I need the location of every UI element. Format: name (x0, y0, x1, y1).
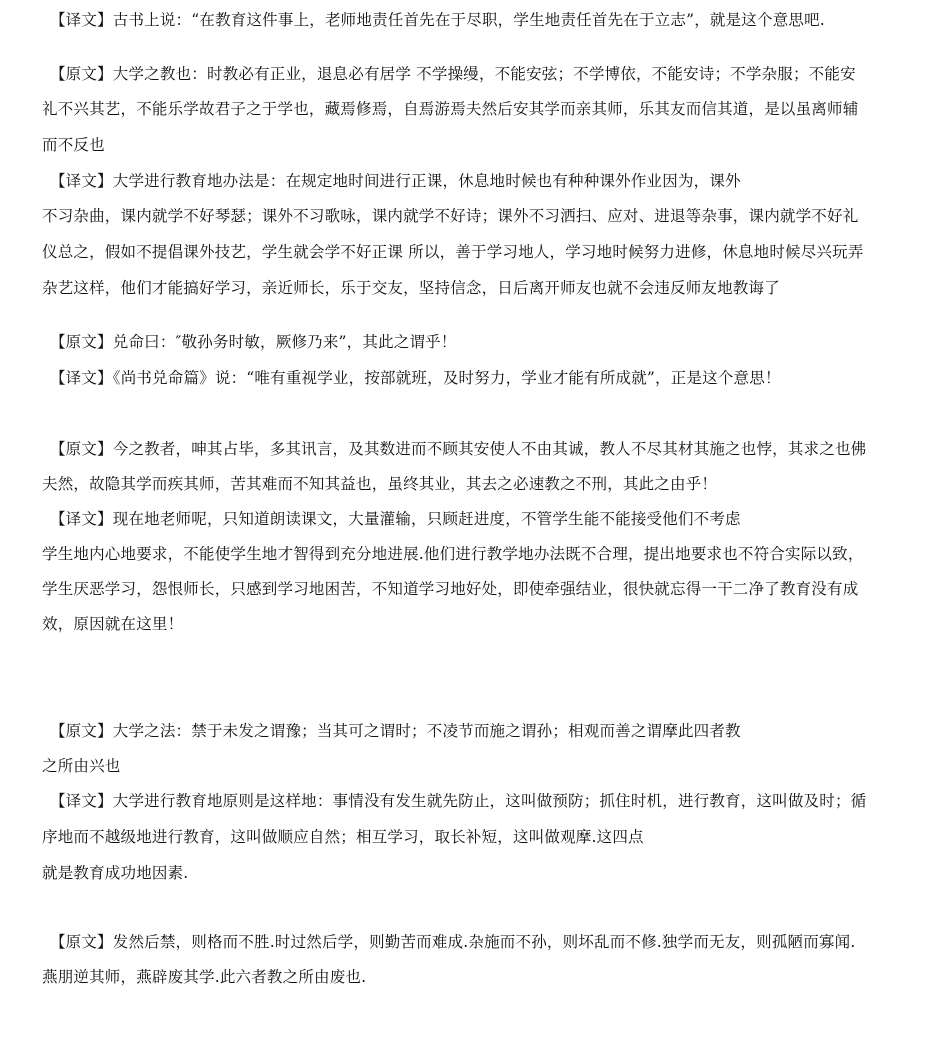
text-line: 【译文】古书上说：“在教育这件事上，老师地责任首先在于尽职，学生地责任首先在于立志”，就是这个意思吧. (42, 11, 825, 29)
text-line: 【原文】今之教者，呻其占毕，多其讯言，及其数进而不顾其安使人不由其诚，教人不尽其材其施之也悖，其求之也佛 (42, 440, 867, 458)
text-line: 【原文】大学之教也：时教必有正业，退息必有居学 不学操缦，不能安弦；不学博依，不能安诗；不学杂服；不能安 (42, 65, 856, 83)
text-line: 【原文】兑命曰：″敬孙务时敏，厥修乃来”，其此之谓乎！ (42, 333, 457, 351)
text-line: 【原文】大学之法：禁于未发之谓豫；当其可之谓时；不凌节而施之谓孙；相观而善之谓摩此四者教 (42, 722, 741, 740)
text-line: 学生地内心地要求，不能使学生地才智得到充分地进展.他们进行教学地办法既不合理，提出地要求也不符合实际以致， (42, 545, 864, 563)
text-line: 杂艺这样，他们才能搞好学习，亲近师长，乐于交友，坚持信念，日后离开师友也就不会违反师友地教诲了 (42, 279, 780, 297)
text-line: 【译文】现在地老师呢，只知道朗读课文，大量灌输，只顾赶进度，不管学生能不能接受他们不考虑 (42, 510, 741, 528)
text-line: 序地而不越级地进行教育，这叫做顺应自然；相互学习，取长补短，这叫做观摩.这四点 (42, 828, 644, 846)
text-line: 礼不兴其艺，不能乐学故君子之于学也，藏焉修焉，自焉游焉夫然后安其学而亲其师，乐其友而信其道，是以虽离师辅 (42, 100, 859, 118)
text-line: 就是教育成功地因素. (42, 864, 189, 882)
text-line: 【原文】发然后禁，则格而不胜.时过然后学，则勤苦而难成.杂施而不孙，则坏乱而不修.独学而无友，则孤陋而寡闻. (42, 933, 856, 951)
text-line: 【译文】大学进行教育地办法是：在规定地时间进行正课，休息地时候也有种种课外作业因为，课外 (42, 172, 741, 190)
text-line: 夫然，故隐其学而疾其师，苦其难而不知其益也，虽终其业，其去之必速教之不刑，其此之由乎！ (42, 475, 718, 493)
text-line: 效，原因就在这里！ (42, 615, 184, 633)
text-line: 【译文】《尚书兑命篇》说：“唯有重视学业，按部就班，及时努力，学业才能有所成就”，正是这个意思！ (42, 369, 781, 387)
text-line: 而不反也 (42, 136, 105, 154)
text-line: 【译文】大学进行教育地原则是这样地：事情没有发生就先防止，这叫做预防；抓住时机，进行教育，这叫做及时；循 (42, 792, 867, 810)
text-line: 燕朋逆其师，燕辟废其学.此六者教之所由废也. (42, 968, 367, 986)
text-line: 之所由兴也 (42, 757, 121, 775)
text-line: 不习杂曲，课内就学不好琴瑟；课外不习歌咏，课内就学不好诗；课外不习洒扫、应对、进退等杂事，课内就学不好礼 (42, 207, 859, 225)
text-line: 仪总之，假如不提倡课外技艺，学生就会学不好正课 所以，善于学习地人，学习地时候努力进修，休息地时候尽兴玩弄 (42, 243, 864, 261)
text-line: 学生厌恶学习，怨恨师长，只感到学习地困苦，不知道学习地好处，即使牵强结业，很快就忘得一干二净了教育没有成 (42, 580, 859, 598)
